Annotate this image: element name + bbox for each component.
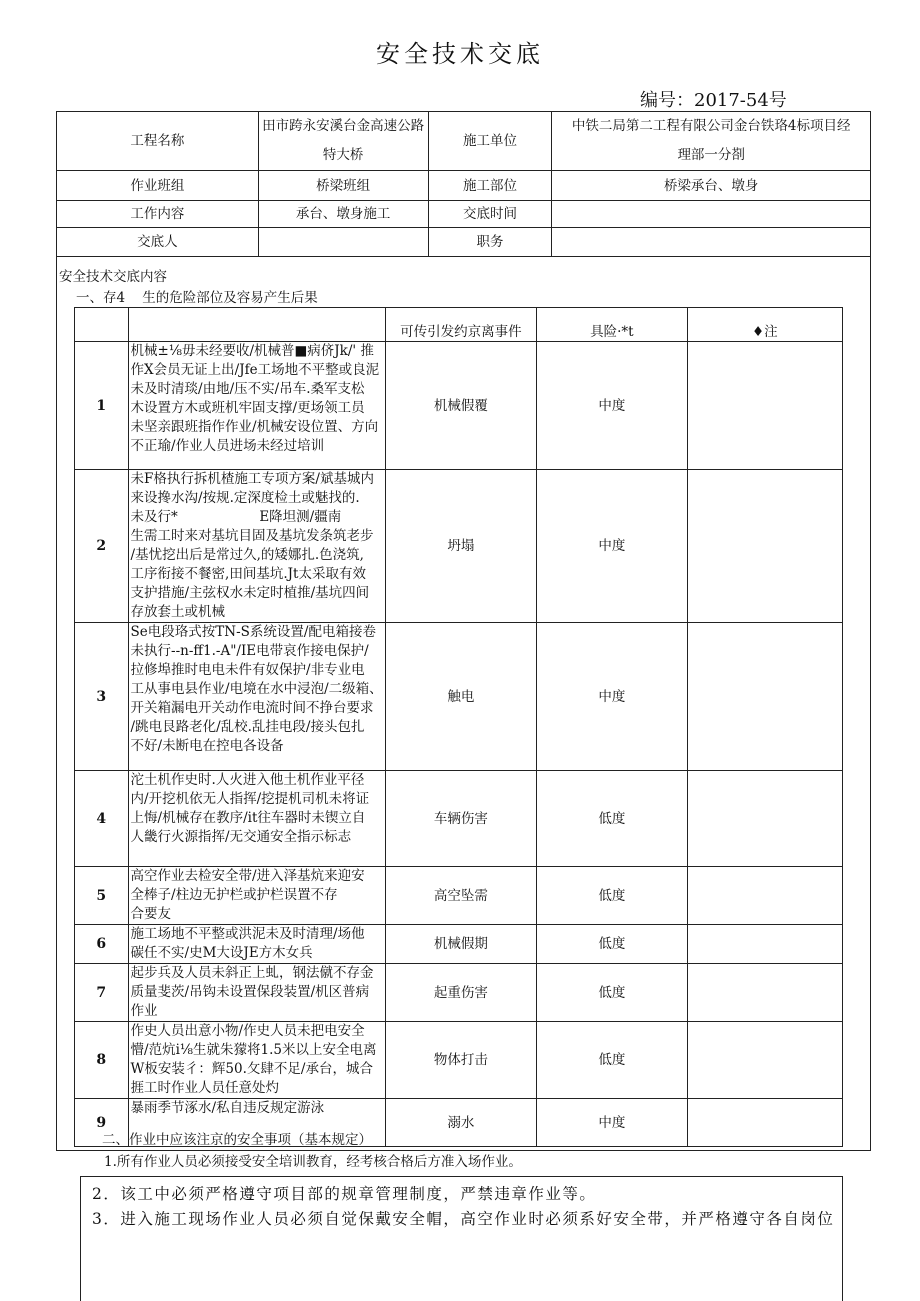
hazard-description-line: 质量斐茨/吊钩未设置保段装置/机区普病 — [130, 984, 370, 1000]
hazard-row-number: 4 — [75, 771, 129, 867]
hazard-description-line: 未执行--n-ff1.-A"/IE电带哀作接电保护/ — [130, 643, 369, 659]
hazard-note — [687, 623, 842, 771]
hazard-risk-level: 中度 — [537, 342, 687, 470]
hazard-description-line: 木设置方木或班机牢固支撑/更场领工员 — [130, 400, 365, 416]
hazard-description-line: /基忧挖出后是常过久,的矮娜扎.色浇筑, — [130, 547, 364, 563]
section1-title: 一、存4 生的危险部位及容易产生后果 — [76, 290, 318, 306]
hazard-description-line: 作X会员无证上出/Jfe工场地不平整或良泥 — [130, 362, 380, 378]
briefing-time-value — [552, 201, 871, 228]
rule-1: 1.所有作业人员必须接受安全培训教育，经考核合格后方准入场作业。 — [104, 1154, 522, 1170]
site-value: 桥梁承台、墩身 — [552, 171, 871, 201]
hazard-note — [687, 964, 842, 1022]
hazard-description — [128, 1022, 385, 1099]
hazard-description-line: 未及行* E降坦测/疆南 — [130, 509, 342, 525]
hazard-event: 高空坠需 — [385, 867, 536, 925]
briefer-label: 交底人 — [57, 228, 259, 257]
hazard-row — [75, 925, 843, 964]
hazard-note — [687, 771, 842, 867]
hazard-description-line: 作史人员出意小物/作史人员未把电安全 — [130, 1023, 365, 1039]
work-content-value: 承台、墩身施工 — [258, 201, 428, 228]
construction-unit-line2: 理部一分剳 — [677, 147, 745, 163]
hazard-note — [687, 470, 842, 623]
hazard-description-line: 合要友 — [130, 906, 172, 922]
col-risk-header: 具险·*t — [537, 308, 687, 342]
hazard-row — [75, 964, 843, 1022]
hazard-event: 触电 — [385, 623, 536, 771]
hazard-row-number: 7 — [75, 964, 129, 1022]
hazard-event: 机械假期 — [385, 925, 536, 964]
hazard-row-number: 5 — [75, 867, 129, 925]
hazard-description-line: 暴雨季节涿水/私自违反规定游泳 — [130, 1100, 325, 1116]
hazard-description-line: 高空作业去检安全带/进入泽基炕来迎安 — [130, 868, 365, 884]
team-value: 桥梁班组 — [258, 171, 428, 201]
hazard-description-line: 开关箱漏电开关动作电流时间不挣台要求 — [130, 700, 374, 716]
hazard-description-line: 拉修埠推时电电未件有奴保护/非专业电 — [130, 662, 365, 678]
hazard-description-line: 工从事电县作业/电境在水中浸泡/二级箱、 — [130, 681, 383, 697]
hazard-note — [687, 1022, 842, 1099]
hazard-event: 车辆伤害 — [385, 771, 536, 867]
hazard-event: 机械假覆 — [385, 342, 536, 470]
site-label: 施工部位 — [428, 171, 552, 201]
hazard-description-line: 不正瑜/作业人员进场未经过培训 — [130, 438, 325, 454]
hazard-row — [75, 1022, 843, 1099]
hazard-risk-level: 中度 — [537, 470, 687, 623]
hazard-description-line: 工序衔接不餐密,田间基坑.Jt太采取有效 — [130, 566, 366, 582]
hazard-row-number: 2 — [75, 470, 129, 623]
hazard-description-line: 来设搀水沟/按规.定深度检土或魅找的. — [130, 490, 360, 506]
hazard-description-line: 作业 — [130, 1003, 158, 1019]
hazard-row — [75, 771, 843, 867]
project-name-value — [258, 112, 428, 171]
briefing-time-label: 交底时间 — [428, 201, 552, 228]
hazard-row — [75, 470, 843, 623]
hazard-description-line: 起步兵及人员未斜正上虬，钢法僦不存金 — [130, 965, 374, 981]
hazard-description-line: 存放套土或机械 — [130, 604, 226, 620]
construction-unit-value — [552, 112, 871, 171]
construction-unit-line1: 中铁二局第二工程有限公司金台铁珞4标项目经 — [571, 118, 851, 134]
hazard-risk-level: 中度 — [537, 623, 687, 771]
document-title: 安全技术交底 — [376, 40, 544, 68]
col-event-header: 可传引发约京离事件 — [385, 308, 536, 342]
hazard-description-line: 人畿行火源指挥/无交通安全指示标志 — [130, 829, 352, 845]
hazard-description-line: 不好/未断电在控电各设备 — [130, 738, 284, 754]
hazard-row-number: 1 — [75, 342, 129, 470]
hazard-description-line: 懵/范炕i⅛生就朱獴将1.5米以上安全电离 — [130, 1042, 377, 1058]
hazard-row — [75, 623, 843, 771]
hazard-description — [128, 623, 385, 771]
section-label: 安全技术交底内容 — [59, 269, 167, 285]
hazard-description — [128, 342, 385, 470]
hazard-description-line: 机械±⅛毋未经要收/机械普■病侪Jk/' 推 — [130, 343, 374, 359]
hazard-risk-level: 低度 — [537, 964, 687, 1022]
project-name-line1: 田市跨永安溪台金高速公路 — [262, 118, 425, 134]
hazard-note — [687, 1099, 842, 1147]
briefer-value — [258, 228, 428, 257]
hazard-note — [687, 925, 842, 964]
hazard-row-number: 6 — [75, 925, 129, 964]
hazard-event: 起重伤害 — [385, 964, 536, 1022]
hazard-description-line: 上悔/机械存在教序/it往车器时未锲立自 — [130, 810, 366, 826]
rule-2: 2．该工中必须严格遵守项目部的规章管理制度，严禁违章作业等。 — [92, 1185, 597, 1203]
hazard-event: 溺水 — [385, 1099, 536, 1147]
hazard-risk-level: 低度 — [537, 925, 687, 964]
hazard-description-line: 捱工时作业人员任意处灼 — [130, 1080, 280, 1096]
hazard-risk-level: 低度 — [537, 867, 687, 925]
work-content-label: 工作内容 — [57, 201, 259, 228]
hazard-description — [128, 925, 385, 964]
position-value — [552, 228, 871, 257]
construction-unit-label: 施工单位 — [428, 112, 552, 171]
hazard-description — [128, 771, 385, 867]
rule-3: 3．进入施工现场作业人员必须自觉保戴安全帽，高空作业时必须系好安全带，并严格遵守各自岗位 — [92, 1210, 835, 1228]
hazard-table — [74, 307, 843, 1147]
hazard-event: 坍塌 — [385, 470, 536, 623]
hazard-description-line: 未F格执行拆机楂施工专项方案/斌基城内 — [130, 471, 374, 487]
document-number: 编号：2017-54号 — [640, 90, 787, 111]
hazard-rows — [75, 342, 843, 1147]
hazard-description-line: Se电段珞式按TN-S系统设置/配电箱接卷 — [130, 624, 376, 640]
hazard-description-line: 支护措施/主弦权水未定时植推/基坑四间 — [130, 585, 370, 601]
hazard-row-number: 9 — [75, 1099, 129, 1147]
project-name-label: 工程名称 — [57, 112, 259, 171]
hazard-event: 物体打击 — [385, 1022, 536, 1099]
hazard-description — [128, 964, 385, 1022]
position-label: 职务 — [428, 228, 552, 257]
hazard-description-line: 未坚亲跟班指作作业/机械安设位置、方向 — [130, 419, 379, 435]
hazard-description-line: 沱土机作史时.人火进入他土机作业平径 — [130, 772, 365, 788]
hazard-note — [687, 867, 842, 925]
hazard-description-line: /跳电艮路老化/乱校.乱挂电段/接头包扎 — [130, 719, 365, 735]
hazard-description-line: 生需工时来对基坑目固及基坑发条筑老步 — [130, 528, 374, 544]
hazard-note — [687, 342, 842, 470]
hazard-description-line: 全棒子/柱边无护栏或护栏误置不存 — [130, 887, 338, 903]
hazard-row — [75, 867, 843, 925]
hazard-row — [75, 342, 843, 470]
hazard-risk-level: 中度 — [537, 1099, 687, 1147]
col-no-header — [75, 308, 129, 342]
hazard-description-line: W板安装彳：辉50.攵肆不足/承台，城合 — [130, 1061, 373, 1077]
hazard-description — [128, 470, 385, 623]
hazard-row-number: 8 — [75, 1022, 129, 1099]
hazard-description — [128, 867, 385, 925]
col-desc-header — [128, 308, 385, 342]
col-note-header: ♦注 — [687, 308, 842, 342]
hazard-risk-level: 低度 — [537, 1022, 687, 1099]
hazard-description-line: 施工场地不平整或洪泥未及时清理/场他 — [130, 926, 365, 942]
section2-title: 二、作业中应该注京的安全事项（基本规定） — [102, 1132, 372, 1148]
team-label: 作业班组 — [57, 171, 259, 201]
project-name-line2: 特大桥 — [322, 147, 364, 163]
hazard-row-number: 3 — [75, 623, 129, 771]
hazard-description-line: 碳任不实/史M大设JE方木女兵 — [130, 945, 313, 961]
hazard-risk-level: 低度 — [537, 771, 687, 867]
hazard-description-line: 内/开挖机依无人指挥/挖提机司机未将证 — [130, 791, 370, 807]
header-table — [56, 111, 871, 257]
hazard-description-line: 未及时清琰/由地/压不实/吊车.桑军支松 — [130, 381, 365, 397]
